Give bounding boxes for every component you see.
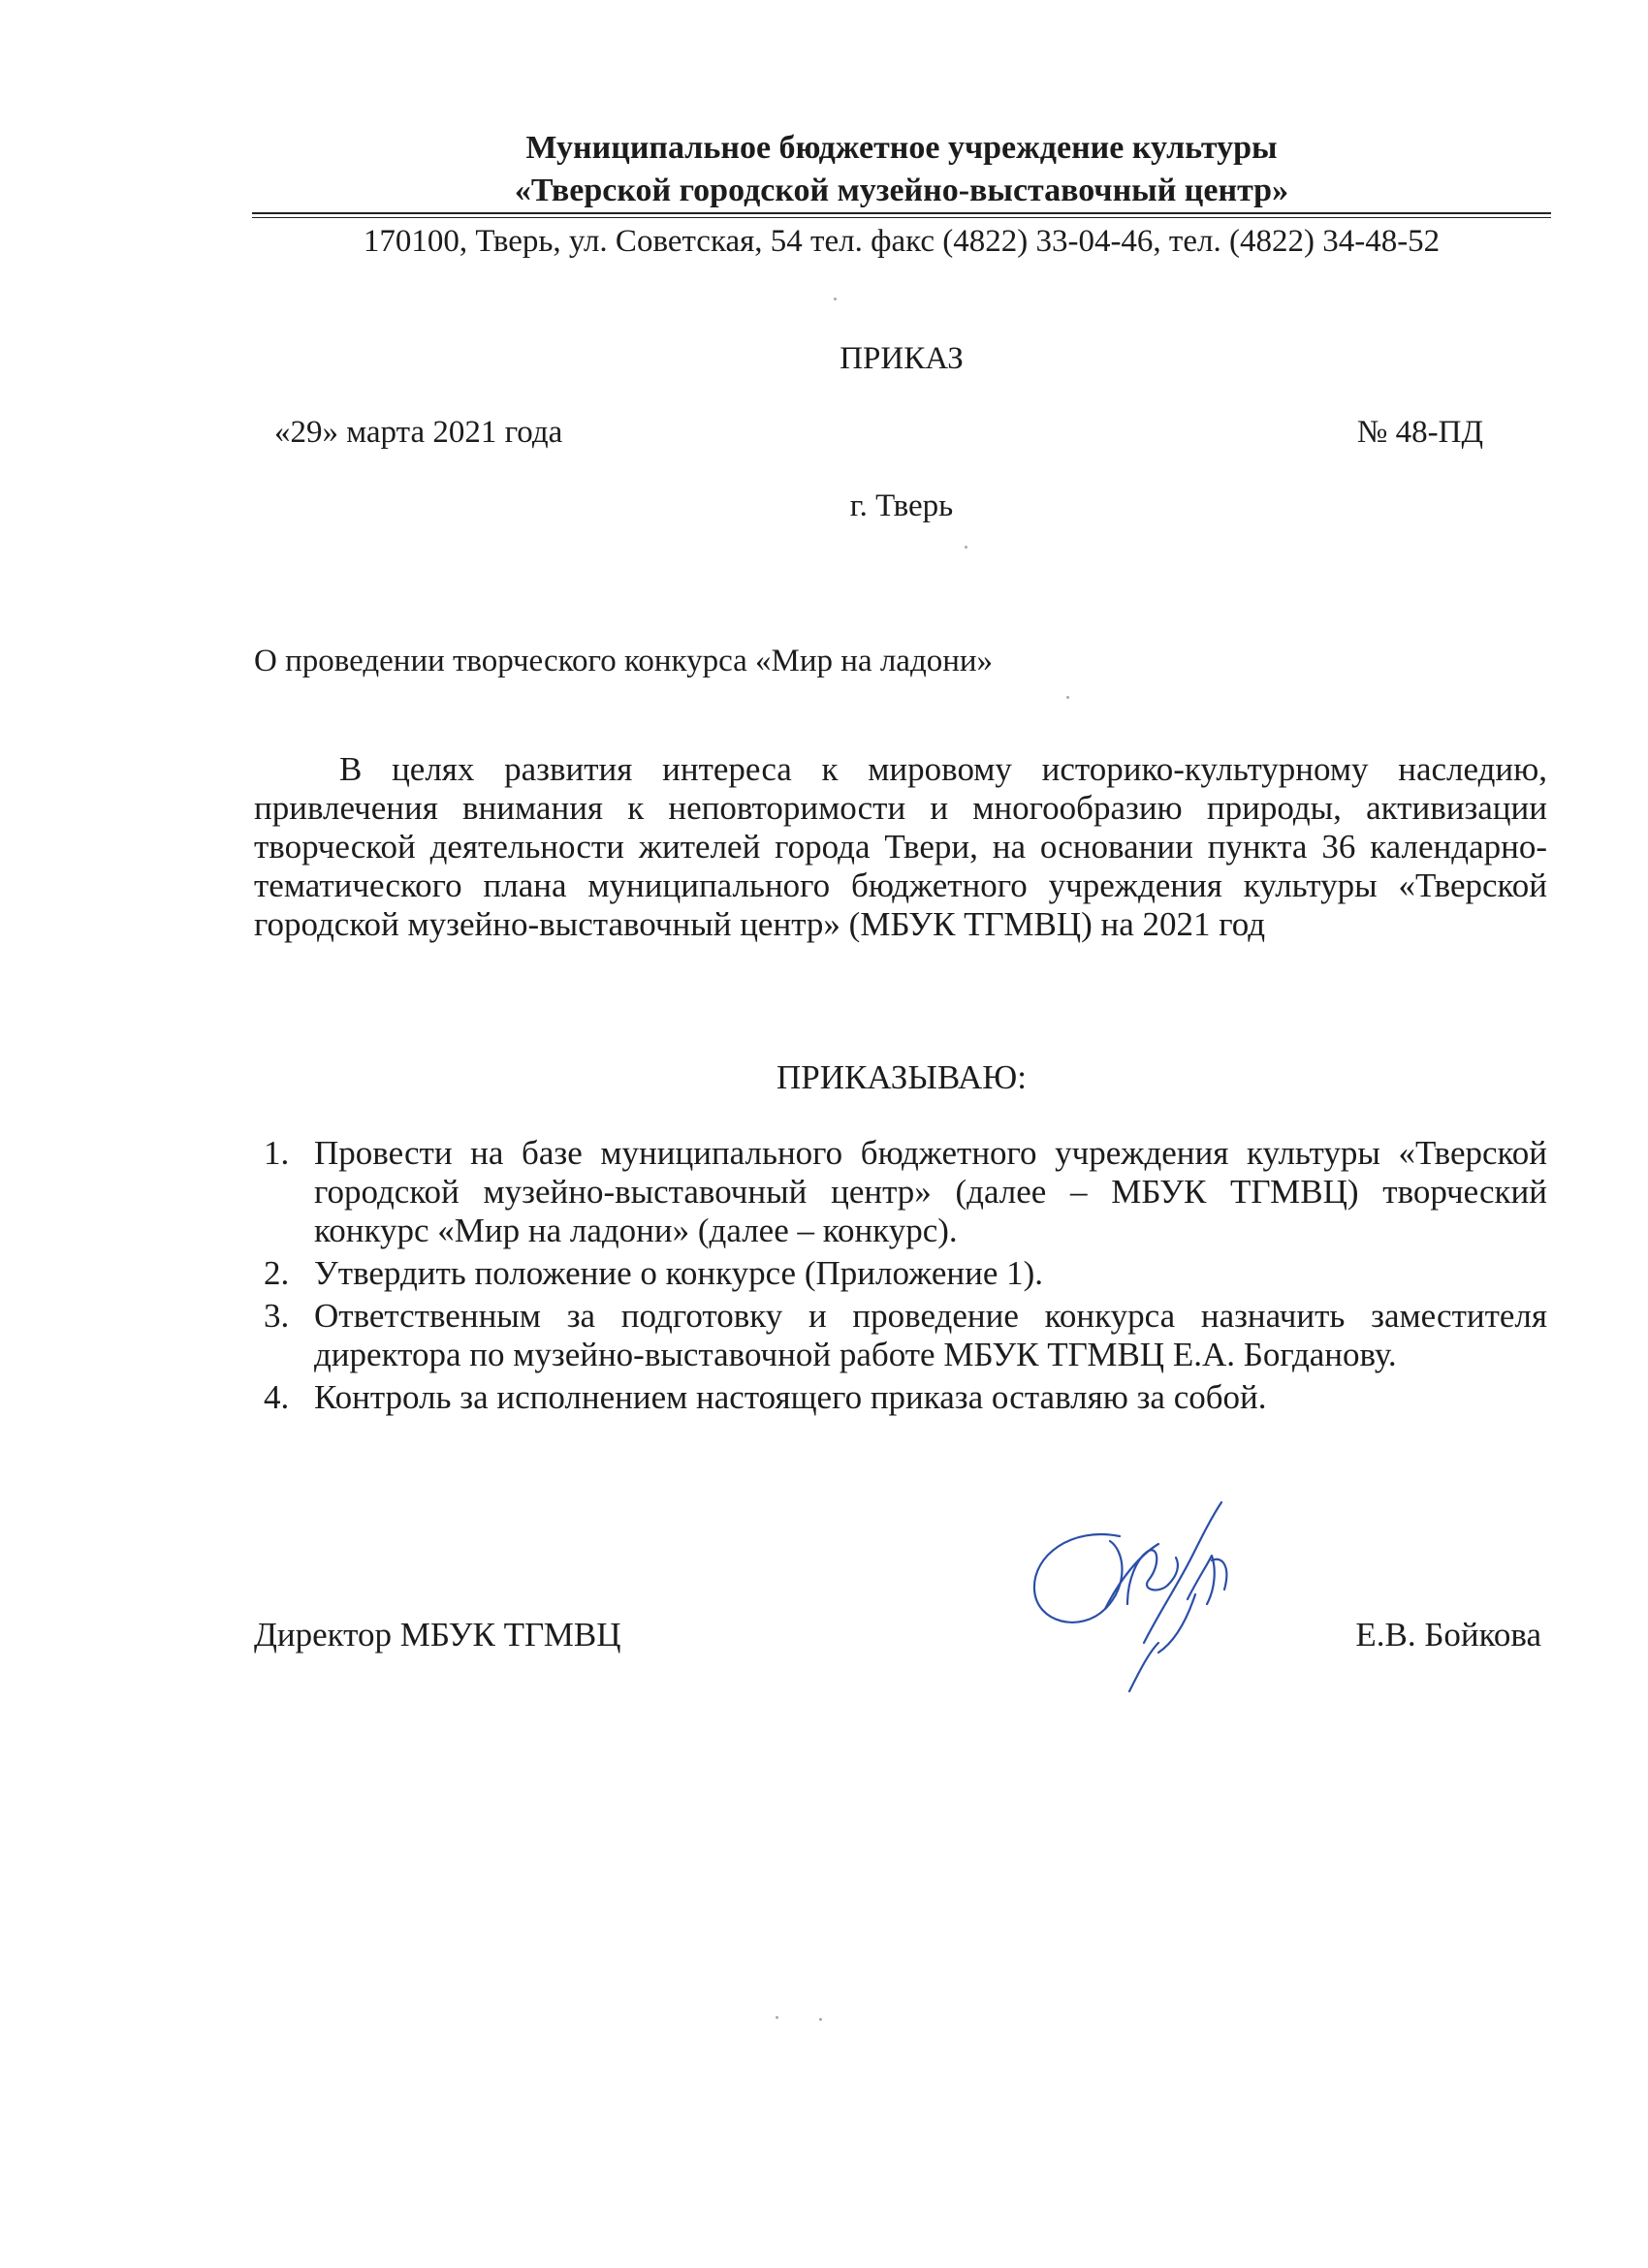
letterhead-rule-thin xyxy=(252,217,1551,218)
scan-speck xyxy=(1066,696,1069,699)
scan-speck xyxy=(819,2018,822,2021)
order-item-text: Провести на базе муниципального бюджетного учреждения культуры «Тверской городской музейно-выставочный центр» (далее – МБУК ТГМВЦ) творческий конкурс «Мир на ладони» (далее – конкурс). xyxy=(314,1134,1547,1249)
order-item xyxy=(254,1378,1547,1417)
scan-speck xyxy=(965,546,967,549)
document-subject: О проведении творческого конкурса «Мир на ладони» xyxy=(254,644,994,678)
document-date: «29» марта 2021 года xyxy=(274,415,563,450)
document-type: ПРИКАЗ xyxy=(840,341,964,376)
document-city: г. Тверь xyxy=(849,488,954,523)
order-item xyxy=(254,1297,1547,1374)
signer-name: Е.В. Бойкова xyxy=(1355,1616,1541,1654)
order-item-text: Ответственным за подготовку и проведение конкурса назначить заместителя директора по музейно-выставочной работе МБУК ТГМВЦ Е.А. Богданову. xyxy=(314,1297,1547,1373)
order-item-number: 2. xyxy=(264,1254,290,1292)
order-list xyxy=(254,1134,1547,1421)
order-item-number: 1. xyxy=(264,1134,290,1172)
order-item xyxy=(254,1134,1547,1250)
order-heading: ПРИКАЗЫВАЮ: xyxy=(776,1058,1027,1096)
organization-name-line-1: Муниципальное бюджетное учреждение культуры xyxy=(525,130,1278,166)
document-number: № 48-ПД xyxy=(1356,415,1483,450)
handwritten-signature xyxy=(1013,1497,1304,1720)
order-item-text: Контроль за исполнением настоящего приказа оставляю за собой. xyxy=(314,1378,1267,1416)
scan-speck xyxy=(834,298,837,300)
letterhead-rule-thick xyxy=(252,212,1551,214)
order-item-number: 3. xyxy=(264,1297,290,1335)
order-item-number: 4. xyxy=(264,1378,290,1416)
scan-speck xyxy=(776,2016,778,2019)
order-item xyxy=(254,1254,1547,1293)
preamble-paragraph: В целях развития интереса к мировому историко-культурному наследию, привлечения внимания к неповторимости и многообразию природы, активизации творческой деятельности жителей города Твери, на основании пункта 36 календарно-тематического плана муниципального бюджетного учреждения культуры «Тверской городской музейно-выставочный центр» (МБУК ТГМВЦ) на 2021 год xyxy=(254,750,1547,943)
signer-title: Директор МБУК ТГМВЦ xyxy=(254,1616,621,1654)
organization-name-line-2: «Тверской городской музейно-выставочный центр» xyxy=(514,173,1289,208)
order-item-text: Утвердить положение о конкурсе (Приложение 1). xyxy=(314,1254,1044,1292)
organization-address: 170100, Тверь, ул. Советская, 54 тел. факс (4822) 33-04-46, тел. (4822) 34-48-52 xyxy=(363,224,1441,259)
